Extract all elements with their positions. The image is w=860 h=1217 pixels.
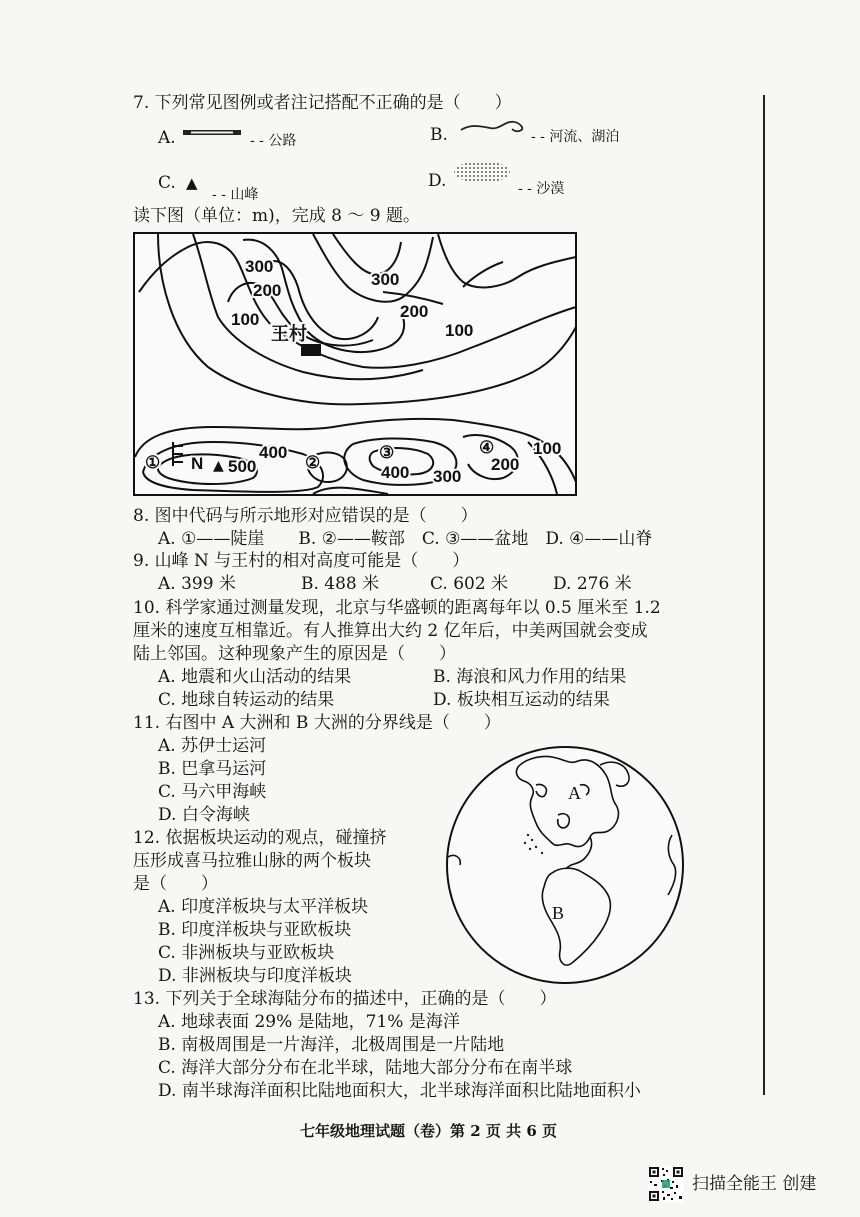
code-label-3: ③ (379, 443, 395, 462)
peak-triangle-icon: ▲ (213, 458, 224, 474)
contour-label: 400 (381, 463, 410, 482)
q12-option-c: C. 非洲板块与亚欧板块 (158, 943, 335, 963)
q10-option-b: B. 海浪和风力作用的结果 (433, 667, 627, 687)
q11-option-a: A. 苏伊士运河 (158, 736, 267, 756)
camscanner-watermark: 扫描全能王 创建 (692, 1174, 817, 1194)
q12-option-a: A. 印度洋板块与太平洋板块 (158, 897, 369, 917)
contour-label: 300 (371, 270, 400, 289)
q10-line-3: 陆上邻国。这种现象产生的原因是（ ） (133, 644, 456, 664)
page-footer: 七年级地理试题（卷）第 2 页 共 6 页 (300, 1122, 557, 1140)
globe-map (440, 745, 690, 985)
q7-option-a-label: - - 公路 (250, 133, 297, 149)
village-label: 王村 (271, 324, 307, 344)
q9-option-a: A. 399 米 (158, 574, 236, 594)
q13-option-a: A. 地球表面 29% 是陆地，71% 是海洋 (158, 1012, 460, 1032)
q12-line-1: 12. 依据板块运动的观点，碰撞挤 (133, 828, 387, 848)
contour-label: 400 (259, 443, 288, 462)
q11-option-c: C. 马六甲海峡 (158, 782, 267, 802)
code-label-4: ④ (479, 438, 495, 457)
contour-label: 200 (491, 455, 520, 474)
contour-label: 500 (228, 457, 257, 476)
contour-map (133, 232, 577, 496)
q9-stem: 9. 山峰 N 与王村的相对高度可能是（ ） (133, 551, 470, 571)
q10-line-1: 10. 科学家通过测量发现，北京与华盛顿的距离每年以 0.5 厘米至 1.2 (133, 598, 661, 618)
q7-option-d-label: - - 沙漠 (518, 181, 565, 197)
river-lake-legend-symbol (460, 116, 530, 138)
peak-n-label: N (191, 454, 204, 473)
village-marker-icon (301, 344, 321, 356)
q12-line-3: 是（ ） (133, 874, 218, 894)
q7-stem: 7. 下列常见图例或者注记搭配不正确的是（ ） (133, 93, 512, 113)
contour-label: 100 (231, 310, 260, 329)
contour-label: 100 (445, 321, 474, 340)
q13-stem: 13. 下列关于全球海陆分布的描述中，正确的是（ ） (133, 989, 557, 1009)
q7-option-b-letter: B. (430, 125, 448, 145)
q7-option-d-letter: D. (428, 171, 447, 191)
q7-option-a-letter: A. (158, 128, 176, 148)
contour-label: 200 (400, 302, 429, 321)
q13-option-c: C. 海洋大部分分布在北半球，陆地大部分分布在南半球 (158, 1058, 573, 1078)
q9-option-d: D. 276 米 (553, 574, 632, 594)
contour-label: 200 (253, 281, 282, 300)
q11-stem: 11. 右图中 A 大洲和 B 大洲的分界线是（ ） (133, 713, 501, 733)
q7-option-c-letter: C. (158, 173, 176, 193)
contour-label: 300 (245, 257, 274, 276)
read-map-instruction: 读下图（单位：m)，完成 8 ～ 9 题。 (133, 206, 420, 226)
q8-stem: 8. 图中代码与所示地形对应错误的是（ ） (133, 506, 478, 526)
q7-option-b-label: - - 河流、湖泊 (531, 129, 620, 145)
q13-option-b: B. 南极周围是一片海洋，北极周围是一片陆地 (158, 1035, 505, 1055)
q12-line-2: 压形成喜马拉雅山脉的两个板块 (133, 851, 371, 871)
q10-option-a: A. 地震和火山活动的结果 (158, 667, 352, 687)
contour-label: 300 (433, 467, 462, 486)
q11-option-b: B. 巴拿马运河 (158, 759, 267, 779)
continent-b-label: B (552, 903, 565, 923)
code-label-2: ② (305, 453, 321, 472)
q9-option-c: C. 602 米 (430, 574, 509, 594)
q7-option-c-label: - - 山峰 (212, 187, 259, 203)
code-label-1: ① (145, 453, 161, 472)
q10-line-2: 厘米的速度互相靠近。有人推算出大约 2 亿年后，中美两国就会变成 (133, 621, 648, 641)
q10-option-c: C. 地球自转运动的结果 (158, 690, 335, 710)
q12-option-b: B. 印度洋板块与亚欧板块 (158, 920, 352, 940)
right-margin-rule (763, 95, 765, 1095)
contour-label: 100 (533, 439, 562, 458)
desert-legend-symbol (452, 158, 514, 188)
q13-option-d: D. 南半球海洋面积比陆地面积大，北半球海洋面积比陆地面积小 (158, 1081, 641, 1101)
continent-a-label: A (568, 783, 581, 803)
q12-option-d: D. 非洲板块与印度洋板块 (158, 966, 352, 986)
q8-options: A. ①——陡崖 B. ②——鞍部 C. ③——盆地 D. ④——山脊 (158, 529, 653, 549)
q9-option-b: B. 488 米 (301, 574, 380, 594)
q11-option-d: D. 白令海峡 (158, 805, 250, 825)
road-legend-symbol (183, 128, 243, 138)
qr-code-icon (648, 1166, 684, 1202)
q10-option-d: D. 板块相互运动的结果 (433, 690, 610, 710)
peak-triangle-icon: ▲ (186, 174, 198, 192)
